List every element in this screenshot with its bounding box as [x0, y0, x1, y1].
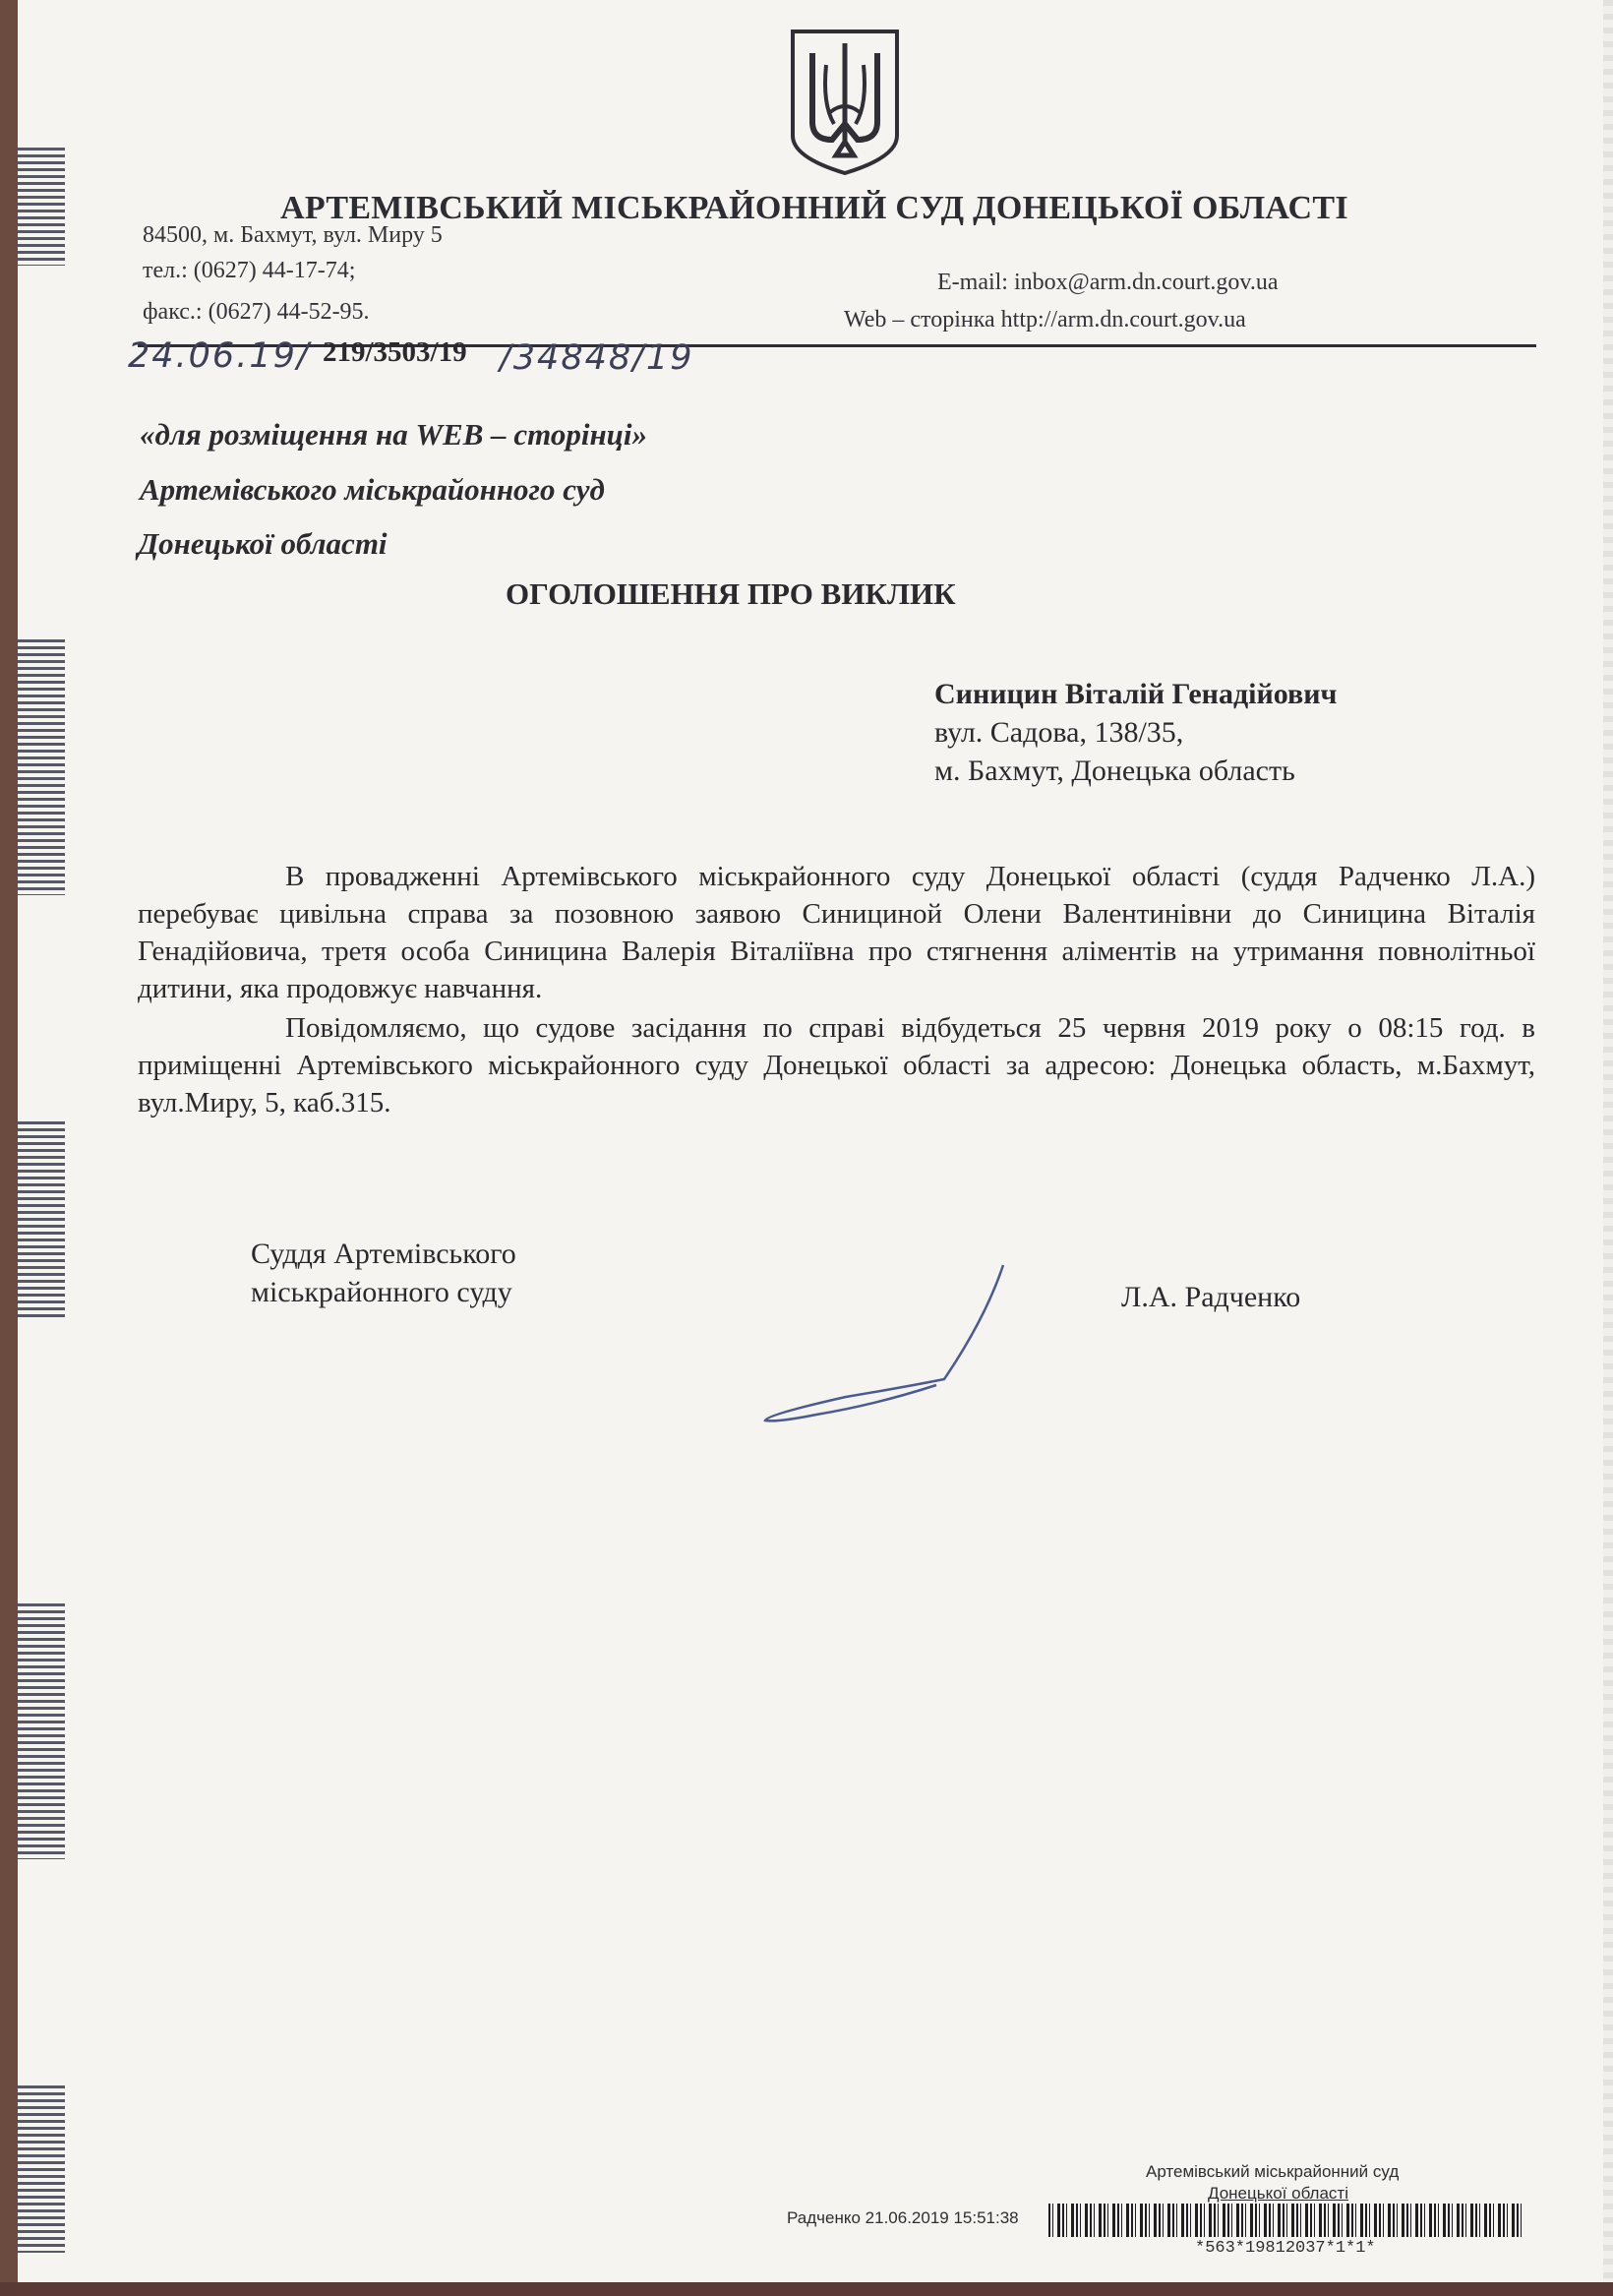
binder-marks [18, 639, 65, 895]
scan-right-edge [1603, 0, 1613, 2296]
document-barcode [1048, 2204, 1524, 2237]
handwritten-signature [757, 1259, 1013, 1436]
judge-title-line: міськрайонного суду [251, 1276, 512, 1308]
stamp-signer-datetime: Радченко 21.06.2019 15:51:38 [787, 2208, 1019, 2227]
binder-marks [18, 148, 65, 266]
court-email: E-mail: inbox@arm.dn.court.gov.ua [937, 270, 1279, 295]
handwritten-outgoing-number: /34848/19 [500, 338, 694, 378]
court-phone: тел.: (0627) 44-17-74; [143, 258, 356, 283]
court-website: Web – сторінка http://arm.dn.court.gov.ua [844, 307, 1246, 332]
handwritten-date: 24.06.19/ [128, 336, 311, 376]
purpose-region-line: Донецької області [138, 526, 388, 561]
case-number: 219/3503/19 [323, 336, 467, 368]
addressee-name: Синицин Віталій Генадійович [934, 678, 1338, 710]
binder-marks [18, 1121, 65, 1318]
judge-name: Л.А. Радченко [1121, 1281, 1301, 1313]
scan-bottom-edge [0, 2282, 1613, 2296]
judge-title-line: Суддя Артемівського [251, 1238, 516, 1270]
stamp-org-line: Артемівський міськрайонний суд [1146, 2162, 1400, 2181]
court-address: 84500, м. Бахмут, вул. Миру 5 [143, 222, 443, 248]
judge-title [251, 1235, 516, 1311]
barcode-number: *563*19812037*1*1* [1195, 2239, 1376, 2258]
coat-of-arms-icon [787, 26, 903, 177]
purpose-line: «для розміщення на WEB – сторінці» [140, 417, 648, 452]
scan-left-edge [0, 0, 18, 2296]
court-fax: факс.: (0627) 44-52-95. [143, 299, 370, 325]
purpose-court-line: Артемівського міськрайонного суд [140, 472, 605, 507]
addressee-block [934, 675, 1337, 790]
binder-marks [18, 2085, 65, 2253]
stamp-org-region: Донецької області [1208, 2184, 1348, 2203]
binder-marks [18, 1603, 65, 1859]
court-name: АРТЕМІВСЬКИЙ МІСЬКРАЙОННИЙ СУД ДОНЕЦЬКОЇ ОБЛАСТІ [280, 190, 1348, 226]
addressee-city: м. Бахмут, Донецька область [934, 755, 1295, 787]
notice-heading: ОГОЛОШЕННЯ ПРО ВИКЛИК [506, 576, 956, 611]
body-paragraph-hearing: Повідомляємо, що судове засідання по справі відбудеться 25 червня 2019 року о 08:15 год. в приміщенні Артемівського міськрайонного суду Донецької області за адресою: Донецька область, м.Бахмут, вул.Миру, 5, каб.315. [138, 1012, 1535, 1118]
body-paragraph-case: В провадженні Артемівського міськрайонного суду Донецької області (суддя Радченко Л.А.) перебуває цивільна справа за позовною заявою Синициной Олени Валентинівни до Синицина Віталія Генадійовича, третя особа Синицина Валерія Віталіївна про стягнення аліментів на утримання повнолітньої дитини, яка продовжує навчання. [138, 861, 1535, 1004]
addressee-street: вул. Садова, 138/35, [934, 716, 1184, 749]
